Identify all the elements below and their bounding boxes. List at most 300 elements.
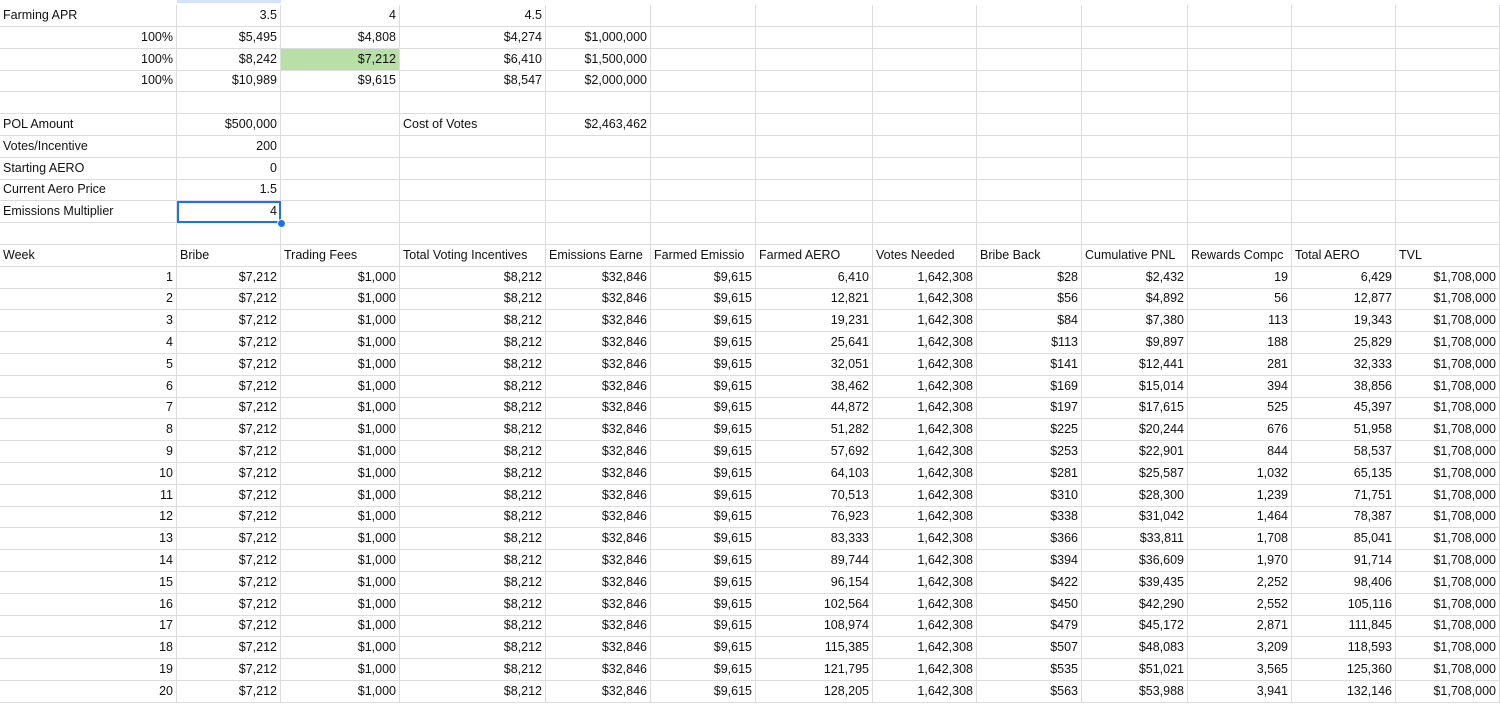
table-cell[interactable]: $1,708,000: [1396, 506, 1500, 528]
table-cell[interactable]: $9,615: [651, 506, 756, 528]
table-cell[interactable]: 71,751: [1292, 485, 1396, 507]
table-cell[interactable]: $1,000: [281, 485, 400, 507]
table-cell[interactable]: $12,441: [1082, 354, 1188, 376]
table-cell[interactable]: $1,708,000: [1396, 310, 1500, 332]
table-cell[interactable]: 3,941: [1188, 681, 1292, 703]
table-cell[interactable]: $338: [977, 506, 1082, 528]
table-cell[interactable]: $22,901: [1082, 441, 1188, 463]
table-cell[interactable]: $42,290: [1082, 594, 1188, 616]
empty-cell[interactable]: [756, 158, 873, 180]
column-header-cell[interactable]: Total AERO: [1292, 245, 1396, 267]
apr-value-cell[interactable]: 100%: [0, 27, 177, 49]
table-cell[interactable]: $8,212: [400, 419, 546, 441]
table-cell[interactable]: 1,642,308: [873, 659, 977, 681]
empty-cell[interactable]: [1082, 92, 1188, 114]
table-cell[interactable]: $7,212: [177, 550, 281, 572]
empty-cell[interactable]: [873, 136, 977, 158]
empty-cell[interactable]: [400, 223, 546, 245]
empty-cell[interactable]: [977, 223, 1082, 245]
empty-cell[interactable]: [1188, 136, 1292, 158]
apr-multiplier-cell[interactable]: 4: [281, 5, 400, 27]
apr-value-cell[interactable]: $4,274: [400, 27, 546, 49]
empty-cell[interactable]: [1292, 92, 1396, 114]
empty-cell[interactable]: [281, 136, 400, 158]
table-cell[interactable]: $366: [977, 528, 1082, 550]
table-cell[interactable]: 394: [1188, 376, 1292, 398]
table-cell[interactable]: $1,708,000: [1396, 594, 1500, 616]
apr-value-cell[interactable]: $1,500,000: [546, 49, 651, 71]
empty-cell[interactable]: [873, 201, 977, 223]
table-cell[interactable]: $32,846: [546, 288, 651, 310]
apr-value-cell[interactable]: $8,547: [400, 70, 546, 92]
table-cell[interactable]: $1,708,000: [1396, 550, 1500, 572]
empty-cell[interactable]: [1292, 70, 1396, 92]
table-cell[interactable]: 1,642,308: [873, 550, 977, 572]
empty-cell[interactable]: [651, 5, 756, 27]
table-cell[interactable]: $9,615: [651, 332, 756, 354]
table-cell[interactable]: $1,000: [281, 506, 400, 528]
table-cell[interactable]: $1,708,000: [1396, 267, 1500, 289]
table-cell[interactable]: 12: [0, 506, 177, 528]
empty-cell[interactable]: [756, 5, 873, 27]
empty-cell[interactable]: [1082, 114, 1188, 136]
table-cell[interactable]: $563: [977, 681, 1082, 703]
table-cell[interactable]: 2,252: [1188, 572, 1292, 594]
table-cell[interactable]: 1,642,308: [873, 397, 977, 419]
empty-cell[interactable]: [977, 158, 1082, 180]
table-cell[interactable]: $7,212: [177, 506, 281, 528]
apr-value-cell[interactable]: $4,808: [281, 27, 400, 49]
table-cell[interactable]: $32,846: [546, 550, 651, 572]
table-cell[interactable]: 1,642,308: [873, 376, 977, 398]
table-cell[interactable]: $1,708,000: [1396, 397, 1500, 419]
table-cell[interactable]: $32,846: [546, 310, 651, 332]
table-cell[interactable]: 844: [1188, 441, 1292, 463]
table-cell[interactable]: 1,642,308: [873, 637, 977, 659]
table-cell[interactable]: 32,051: [756, 354, 873, 376]
table-cell[interactable]: $32,846: [546, 572, 651, 594]
table-cell[interactable]: $7,212: [177, 267, 281, 289]
table-cell[interactable]: $56: [977, 288, 1082, 310]
table-cell[interactable]: $48,083: [1082, 637, 1188, 659]
empty-cell[interactable]: [281, 92, 400, 114]
table-cell[interactable]: $9,615: [651, 376, 756, 398]
table-cell[interactable]: $1,000: [281, 637, 400, 659]
table-cell[interactable]: $1,708,000: [1396, 419, 1500, 441]
table-cell[interactable]: 1,642,308: [873, 332, 977, 354]
empty-cell[interactable]: [977, 114, 1082, 136]
empty-cell[interactable]: [977, 92, 1082, 114]
table-cell[interactable]: 70,513: [756, 485, 873, 507]
table-cell[interactable]: $8,212: [400, 397, 546, 419]
column-header-cell[interactable]: Rewards Compc: [1188, 245, 1292, 267]
empty-cell[interactable]: [1396, 70, 1500, 92]
table-cell[interactable]: $1,000: [281, 528, 400, 550]
table-cell[interactable]: 17: [0, 615, 177, 637]
empty-cell[interactable]: [546, 223, 651, 245]
table-cell[interactable]: $7,212: [177, 288, 281, 310]
empty-cell[interactable]: [651, 158, 756, 180]
table-cell[interactable]: 96,154: [756, 572, 873, 594]
empty-cell[interactable]: [281, 158, 400, 180]
table-cell[interactable]: 1,642,308: [873, 310, 977, 332]
empty-cell[interactable]: [1396, 179, 1500, 201]
table-cell[interactable]: $9,897: [1082, 332, 1188, 354]
param-label-cell[interactable]: Emissions Multiplier: [0, 201, 177, 223]
table-cell[interactable]: $53,988: [1082, 681, 1188, 703]
apr-value-cell[interactable]: $9,615: [281, 70, 400, 92]
empty-cell[interactable]: [651, 92, 756, 114]
table-cell[interactable]: $9,615: [651, 441, 756, 463]
table-cell[interactable]: 19: [1188, 267, 1292, 289]
apr-value-cell[interactable]: 100%: [0, 70, 177, 92]
table-cell[interactable]: $32,846: [546, 267, 651, 289]
table-cell[interactable]: $32,846: [546, 376, 651, 398]
table-cell[interactable]: $7,212: [177, 376, 281, 398]
table-cell[interactable]: 25,641: [756, 332, 873, 354]
table-cell[interactable]: 4: [0, 332, 177, 354]
column-header-cell[interactable]: Emissions Earne: [546, 245, 651, 267]
table-cell[interactable]: $7,212: [177, 419, 281, 441]
table-cell[interactable]: $1,000: [281, 310, 400, 332]
table-cell[interactable]: $1,708,000: [1396, 615, 1500, 637]
empty-cell[interactable]: [1292, 114, 1396, 136]
table-cell[interactable]: 32,333: [1292, 354, 1396, 376]
table-cell[interactable]: $9,615: [651, 267, 756, 289]
empty-cell[interactable]: [977, 27, 1082, 49]
table-cell[interactable]: 64,103: [756, 463, 873, 485]
apr-value-cell[interactable]: $8,242: [177, 49, 281, 71]
table-cell[interactable]: 108,974: [756, 615, 873, 637]
table-cell[interactable]: $32,846: [546, 637, 651, 659]
table-cell[interactable]: 1,239: [1188, 485, 1292, 507]
table-cell[interactable]: $8,212: [400, 506, 546, 528]
table-cell[interactable]: $32,846: [546, 463, 651, 485]
empty-cell[interactable]: [1188, 114, 1292, 136]
table-cell[interactable]: $1,708,000: [1396, 637, 1500, 659]
empty-cell[interactable]: [1396, 201, 1500, 223]
empty-cell[interactable]: [546, 201, 651, 223]
empty-cell[interactable]: [0, 223, 177, 245]
table-cell[interactable]: 3: [0, 310, 177, 332]
param-value-cell[interactable]: 4: [177, 201, 281, 223]
table-cell[interactable]: 676: [1188, 419, 1292, 441]
table-cell[interactable]: $1,708,000: [1396, 354, 1500, 376]
table-cell[interactable]: 38,462: [756, 376, 873, 398]
table-cell[interactable]: 57,692: [756, 441, 873, 463]
table-cell[interactable]: 1,642,308: [873, 441, 977, 463]
table-cell[interactable]: $9,615: [651, 681, 756, 703]
table-cell[interactable]: $9,615: [651, 637, 756, 659]
table-cell[interactable]: $7,212: [177, 332, 281, 354]
table-cell[interactable]: 20: [0, 681, 177, 703]
table-cell[interactable]: $1,000: [281, 550, 400, 572]
table-cell[interactable]: 38,856: [1292, 376, 1396, 398]
table-cell[interactable]: $1,000: [281, 594, 400, 616]
empty-cell[interactable]: [400, 179, 546, 201]
table-cell[interactable]: 13: [0, 528, 177, 550]
table-cell[interactable]: 2,552: [1188, 594, 1292, 616]
empty-cell[interactable]: [977, 136, 1082, 158]
table-cell[interactable]: $8,212: [400, 659, 546, 681]
empty-cell[interactable]: [177, 223, 281, 245]
column-header-cell[interactable]: Week: [0, 245, 177, 267]
empty-cell[interactable]: [1082, 136, 1188, 158]
table-cell[interactable]: $8,212: [400, 681, 546, 703]
table-cell[interactable]: 58,537: [1292, 441, 1396, 463]
table-cell[interactable]: $32,846: [546, 441, 651, 463]
table-cell[interactable]: $31,042: [1082, 506, 1188, 528]
table-cell[interactable]: 125,360: [1292, 659, 1396, 681]
column-header-cell[interactable]: TVL: [1396, 245, 1500, 267]
table-cell[interactable]: 19: [0, 659, 177, 681]
table-cell[interactable]: $32,846: [546, 659, 651, 681]
table-cell[interactable]: 1,642,308: [873, 681, 977, 703]
table-cell[interactable]: $1,000: [281, 615, 400, 637]
empty-cell[interactable]: [756, 179, 873, 201]
empty-cell[interactable]: [546, 179, 651, 201]
apr-value-cell[interactable]: $10,989: [177, 70, 281, 92]
table-cell[interactable]: $9,615: [651, 615, 756, 637]
empty-cell[interactable]: [977, 49, 1082, 71]
table-cell[interactable]: 1,642,308: [873, 615, 977, 637]
table-cell[interactable]: 118,593: [1292, 637, 1396, 659]
empty-cell[interactable]: [1188, 70, 1292, 92]
table-cell[interactable]: $1,708,000: [1396, 528, 1500, 550]
empty-cell[interactable]: [651, 223, 756, 245]
table-cell[interactable]: $7,212: [177, 397, 281, 419]
column-header-cell[interactable]: Farmed Emissio: [651, 245, 756, 267]
table-cell[interactable]: $1,708,000: [1396, 441, 1500, 463]
table-cell[interactable]: $113: [977, 332, 1082, 354]
empty-cell[interactable]: [1396, 223, 1500, 245]
column-header-cell[interactable]: Bribe: [177, 245, 281, 267]
cost-of-votes-label[interactable]: Cost of Votes: [400, 114, 546, 136]
empty-cell[interactable]: [651, 114, 756, 136]
empty-cell[interactable]: [400, 201, 546, 223]
table-cell[interactable]: $1,000: [281, 659, 400, 681]
table-cell[interactable]: $32,846: [546, 419, 651, 441]
empty-cell[interactable]: [281, 223, 400, 245]
table-cell[interactable]: $8,212: [400, 376, 546, 398]
table-cell[interactable]: 76,923: [756, 506, 873, 528]
table-cell[interactable]: $9,615: [651, 572, 756, 594]
table-cell[interactable]: $32,846: [546, 681, 651, 703]
empty-cell[interactable]: [1188, 201, 1292, 223]
table-cell[interactable]: 1,642,308: [873, 463, 977, 485]
table-cell[interactable]: $8,212: [400, 288, 546, 310]
table-cell[interactable]: 1,642,308: [873, 572, 977, 594]
empty-cell[interactable]: [1396, 49, 1500, 71]
table-cell[interactable]: 12,877: [1292, 288, 1396, 310]
empty-cell[interactable]: [400, 92, 546, 114]
empty-cell[interactable]: [1188, 27, 1292, 49]
table-cell[interactable]: $32,846: [546, 594, 651, 616]
table-cell[interactable]: $9,615: [651, 419, 756, 441]
table-cell[interactable]: $32,846: [546, 528, 651, 550]
table-cell[interactable]: $225: [977, 419, 1082, 441]
table-cell[interactable]: 102,564: [756, 594, 873, 616]
table-cell[interactable]: $1,708,000: [1396, 485, 1500, 507]
empty-cell[interactable]: [873, 223, 977, 245]
table-cell[interactable]: $2,432: [1082, 267, 1188, 289]
table-cell[interactable]: $7,380: [1082, 310, 1188, 332]
table-cell[interactable]: $1,000: [281, 267, 400, 289]
table-cell[interactable]: $422: [977, 572, 1082, 594]
table-cell[interactable]: $33,811: [1082, 528, 1188, 550]
table-cell[interactable]: $1,708,000: [1396, 681, 1500, 703]
apr-value-cell[interactable]: $2,000,000: [546, 70, 651, 92]
table-cell[interactable]: $7,212: [177, 594, 281, 616]
table-cell[interactable]: $45,172: [1082, 615, 1188, 637]
table-cell[interactable]: 1,642,308: [873, 419, 977, 441]
empty-cell[interactable]: [1292, 179, 1396, 201]
table-cell[interactable]: $479: [977, 615, 1082, 637]
table-cell[interactable]: 2,871: [1188, 615, 1292, 637]
table-cell[interactable]: $1,708,000: [1396, 659, 1500, 681]
table-cell[interactable]: $8,212: [400, 637, 546, 659]
empty-cell[interactable]: [873, 70, 977, 92]
table-cell[interactable]: $281: [977, 463, 1082, 485]
param-label-cell[interactable]: POL Amount: [0, 114, 177, 136]
empty-cell[interactable]: [400, 158, 546, 180]
empty-cell[interactable]: [1292, 223, 1396, 245]
column-header-cell[interactable]: Cumulative PNL: [1082, 245, 1188, 267]
empty-cell[interactable]: [651, 201, 756, 223]
table-cell[interactable]: 281: [1188, 354, 1292, 376]
empty-cell[interactable]: [651, 136, 756, 158]
empty-cell[interactable]: [1396, 136, 1500, 158]
empty-cell[interactable]: [873, 179, 977, 201]
table-cell[interactable]: 115,385: [756, 637, 873, 659]
empty-cell[interactable]: [281, 114, 400, 136]
empty-cell[interactable]: [651, 27, 756, 49]
table-cell[interactable]: 89,744: [756, 550, 873, 572]
table-cell[interactable]: 45,397: [1292, 397, 1396, 419]
apr-value-cell[interactable]: $6,410: [400, 49, 546, 71]
empty-cell[interactable]: [1292, 158, 1396, 180]
table-cell[interactable]: 19,343: [1292, 310, 1396, 332]
table-cell[interactable]: $7,212: [177, 637, 281, 659]
table-cell[interactable]: $84: [977, 310, 1082, 332]
empty-cell[interactable]: [873, 158, 977, 180]
table-cell[interactable]: $1,000: [281, 441, 400, 463]
empty-cell[interactable]: [756, 223, 873, 245]
table-cell[interactable]: $51,021: [1082, 659, 1188, 681]
table-cell[interactable]: $7,212: [177, 463, 281, 485]
empty-cell[interactable]: [1188, 92, 1292, 114]
table-cell[interactable]: $32,846: [546, 354, 651, 376]
table-cell[interactable]: $32,846: [546, 506, 651, 528]
farming-apr-label[interactable]: Farming APR: [0, 5, 177, 27]
table-cell[interactable]: $1,708,000: [1396, 572, 1500, 594]
table-cell[interactable]: $8,212: [400, 485, 546, 507]
table-cell[interactable]: 3,565: [1188, 659, 1292, 681]
param-value-cell[interactable]: 200: [177, 136, 281, 158]
empty-cell[interactable]: [1188, 179, 1292, 201]
table-cell[interactable]: $8,212: [400, 310, 546, 332]
table-cell[interactable]: $9,615: [651, 528, 756, 550]
table-cell[interactable]: 85,041: [1292, 528, 1396, 550]
table-cell[interactable]: 9: [0, 441, 177, 463]
empty-cell[interactable]: [1188, 158, 1292, 180]
empty-cell[interactable]: [546, 92, 651, 114]
table-cell[interactable]: $8,212: [400, 572, 546, 594]
empty-cell[interactable]: [1292, 49, 1396, 71]
table-cell[interactable]: $8,212: [400, 528, 546, 550]
table-cell[interactable]: $7,212: [177, 528, 281, 550]
empty-cell[interactable]: [400, 136, 546, 158]
table-cell[interactable]: $9,615: [651, 659, 756, 681]
empty-cell[interactable]: [1082, 158, 1188, 180]
table-cell[interactable]: 12,821: [756, 288, 873, 310]
table-cell[interactable]: $1,708,000: [1396, 463, 1500, 485]
table-cell[interactable]: 525: [1188, 397, 1292, 419]
table-cell[interactable]: $32,846: [546, 615, 651, 637]
table-cell[interactable]: $9,615: [651, 310, 756, 332]
table-cell[interactable]: $1,708,000: [1396, 288, 1500, 310]
table-cell[interactable]: $141: [977, 354, 1082, 376]
table-cell[interactable]: $1,000: [281, 354, 400, 376]
table-cell[interactable]: 1,708: [1188, 528, 1292, 550]
table-cell[interactable]: 1,032: [1188, 463, 1292, 485]
empty-cell[interactable]: [1082, 179, 1188, 201]
empty-cell[interactable]: [756, 70, 873, 92]
table-cell[interactable]: $7,212: [177, 572, 281, 594]
table-cell[interactable]: 51,958: [1292, 419, 1396, 441]
table-cell[interactable]: 105,116: [1292, 594, 1396, 616]
table-cell[interactable]: 5: [0, 354, 177, 376]
table-cell[interactable]: $7,212: [177, 441, 281, 463]
table-cell[interactable]: 2: [0, 288, 177, 310]
param-label-cell[interactable]: Starting AERO: [0, 158, 177, 180]
empty-cell[interactable]: [1396, 5, 1500, 27]
empty-cell[interactable]: [977, 70, 1082, 92]
table-cell[interactable]: 111,845: [1292, 615, 1396, 637]
apr-multiplier-cell[interactable]: 3.5: [177, 5, 281, 27]
empty-cell[interactable]: [281, 201, 400, 223]
empty-cell[interactable]: [1292, 5, 1396, 27]
empty-cell[interactable]: [177, 92, 281, 114]
table-cell[interactable]: 25,829: [1292, 332, 1396, 354]
table-cell[interactable]: 78,387: [1292, 506, 1396, 528]
table-cell[interactable]: 19,231: [756, 310, 873, 332]
empty-cell[interactable]: [651, 70, 756, 92]
param-value-cell[interactable]: 0: [177, 158, 281, 180]
apr-value-cell[interactable]: $5,495: [177, 27, 281, 49]
empty-cell[interactable]: [756, 114, 873, 136]
table-cell[interactable]: 1,464: [1188, 506, 1292, 528]
table-cell[interactable]: $17,615: [1082, 397, 1188, 419]
empty-cell[interactable]: [756, 49, 873, 71]
table-cell[interactable]: $1,000: [281, 572, 400, 594]
table-cell[interactable]: $7,212: [177, 615, 281, 637]
column-header-cell[interactable]: Farmed AERO: [756, 245, 873, 267]
table-cell[interactable]: $9,615: [651, 397, 756, 419]
table-cell[interactable]: $253: [977, 441, 1082, 463]
table-cell[interactable]: $4,892: [1082, 288, 1188, 310]
table-cell[interactable]: 1,642,308: [873, 354, 977, 376]
empty-cell[interactable]: [1292, 201, 1396, 223]
table-cell[interactable]: $1,000: [281, 397, 400, 419]
empty-cell[interactable]: [1188, 223, 1292, 245]
table-cell[interactable]: 3,209: [1188, 637, 1292, 659]
cost-of-votes-value[interactable]: $2,463,462: [546, 114, 651, 136]
empty-cell[interactable]: [1292, 136, 1396, 158]
table-cell[interactable]: $28,300: [1082, 485, 1188, 507]
table-cell[interactable]: $8,212: [400, 615, 546, 637]
table-cell[interactable]: $1,000: [281, 681, 400, 703]
